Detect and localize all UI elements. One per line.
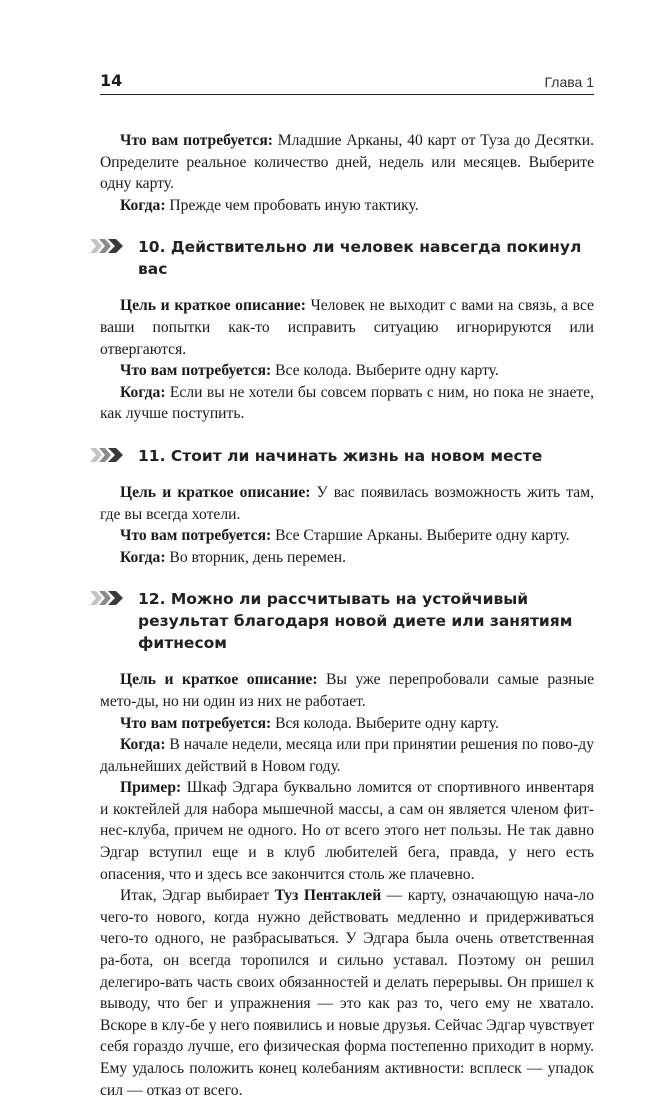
triple-chevron-icon [90,445,130,465]
text: У вас появилась возможность жить там, где вы всегда хотели. [100,483,594,523]
example [100,777,594,885]
when [100,734,594,777]
need [100,713,594,735]
label: Что вам потребуется: [120,714,272,732]
need [100,360,594,382]
page-number: 14 [100,71,123,90]
conclusion [100,885,594,1101]
text: Все колода. Выберите одну карту. [271,362,499,380]
section-title: 12. Можно ли рассчитывать на устойчивый результат благодаря новой диете или занятиям фитнесом [138,590,573,653]
text: Все Старшие Арканы. Выберите одну карту. [271,527,570,545]
section-body-11 [100,482,594,568]
section-heading-10 [100,236,594,280]
intro-when [100,195,594,217]
section-title: 11. Стоит ли начинать жизнь на новом месте [138,446,543,465]
goal [100,669,594,712]
label: Когда: [120,736,166,754]
book-page [100,60,594,1101]
text: Человек не выходит с вами на связь, а все ваши попытки как-то исправить ситуацию игнорируются или отвергаются. [100,297,594,358]
triple-chevron-icon [90,588,130,608]
when [100,547,594,569]
text: В начале недели, месяца или при принятии решения по пово-ду дальнейших действий в Новом году. [100,736,594,775]
running-header [100,60,594,95]
intro-block [100,130,594,216]
text: Во вторник, день перемен. [165,548,346,566]
triple-chevron-icon [90,236,130,256]
when [100,382,594,425]
text: Итак, Эдгар выбирает [120,887,275,905]
text: Прежде чем пробовать иную тактику. [165,196,419,214]
chapter-title: Глава 1 [544,74,594,90]
section-heading-12 [100,588,594,654]
goal [100,295,594,360]
need [100,525,594,547]
label: Когда: [120,383,166,401]
label: Цель и краткое описание: [120,483,311,501]
label: Пример: [120,779,182,797]
goal [100,482,594,525]
label: Когда: [120,196,166,214]
section-title: 10. Действительно ли человек навсегда покинул вас [138,238,582,279]
label: Когда: [120,548,166,566]
label: Цель и краткое описание: [120,297,306,315]
section-body-10 [100,295,594,425]
text: Если вы не хотели бы совсем порвать с ним, но пока не знаете, как лучше поступить. [100,383,594,423]
section-heading-11 [100,445,594,467]
card-name: Туз Пентаклей [274,887,382,905]
text: Шкаф Эдгара буквально ломится от спортивного инвентаря и коктейлей для набора мышечной массы, а сам он является членом фит-нес-клуба, причем не одного. Но от всего этого нет пользы. Не так давно Эдгар вступил еще и в клуб любителей бега, правда, у него есть опасения, что и здесь все закончится столь же плачевно. [100,779,594,883]
label: Цель и краткое описание: [120,671,318,689]
text: — карту, означающую нача-ло чего-то нового, когда нужно действовать медленно и придерживаться чего-то одного, не разбрасываться. У Эдгара была очень ответственная ра-бота, он всегда торопился и сильно уставал. Поэтому он решил делегиро-вать часть своих обязанностей и делать перерывы. Он пришел к выводу, что бег и упражнения — это как раз то, чего ему не хватало. Вскоре в клу-бе у него появились и новые друзья. Сейчас Эдгар чувствует себя гораздо лучше, его физическая форма постепенно приходит в норму. Ему удалось положить конец колебаниям активности: всплеск — упадок сил — отказ от всего. [100,887,594,1099]
text: Вся колода. Выберите одну карту. [271,714,499,732]
label: Что вам потребуется: [120,362,272,380]
intro-need [100,130,594,195]
text: Младшие Арканы, 40 карт от Туза до Десятки. Определите реальное количество дней, недель или месяцев. Выберите одну карту. [100,132,594,193]
section-body-12 [100,669,594,1101]
text: Вы уже перепробовали самые разные мето-ды, но ни один из них не работает. [100,671,594,710]
label: Что вам потребуется: [120,527,272,545]
label: Что вам потребуется: [120,132,273,149]
